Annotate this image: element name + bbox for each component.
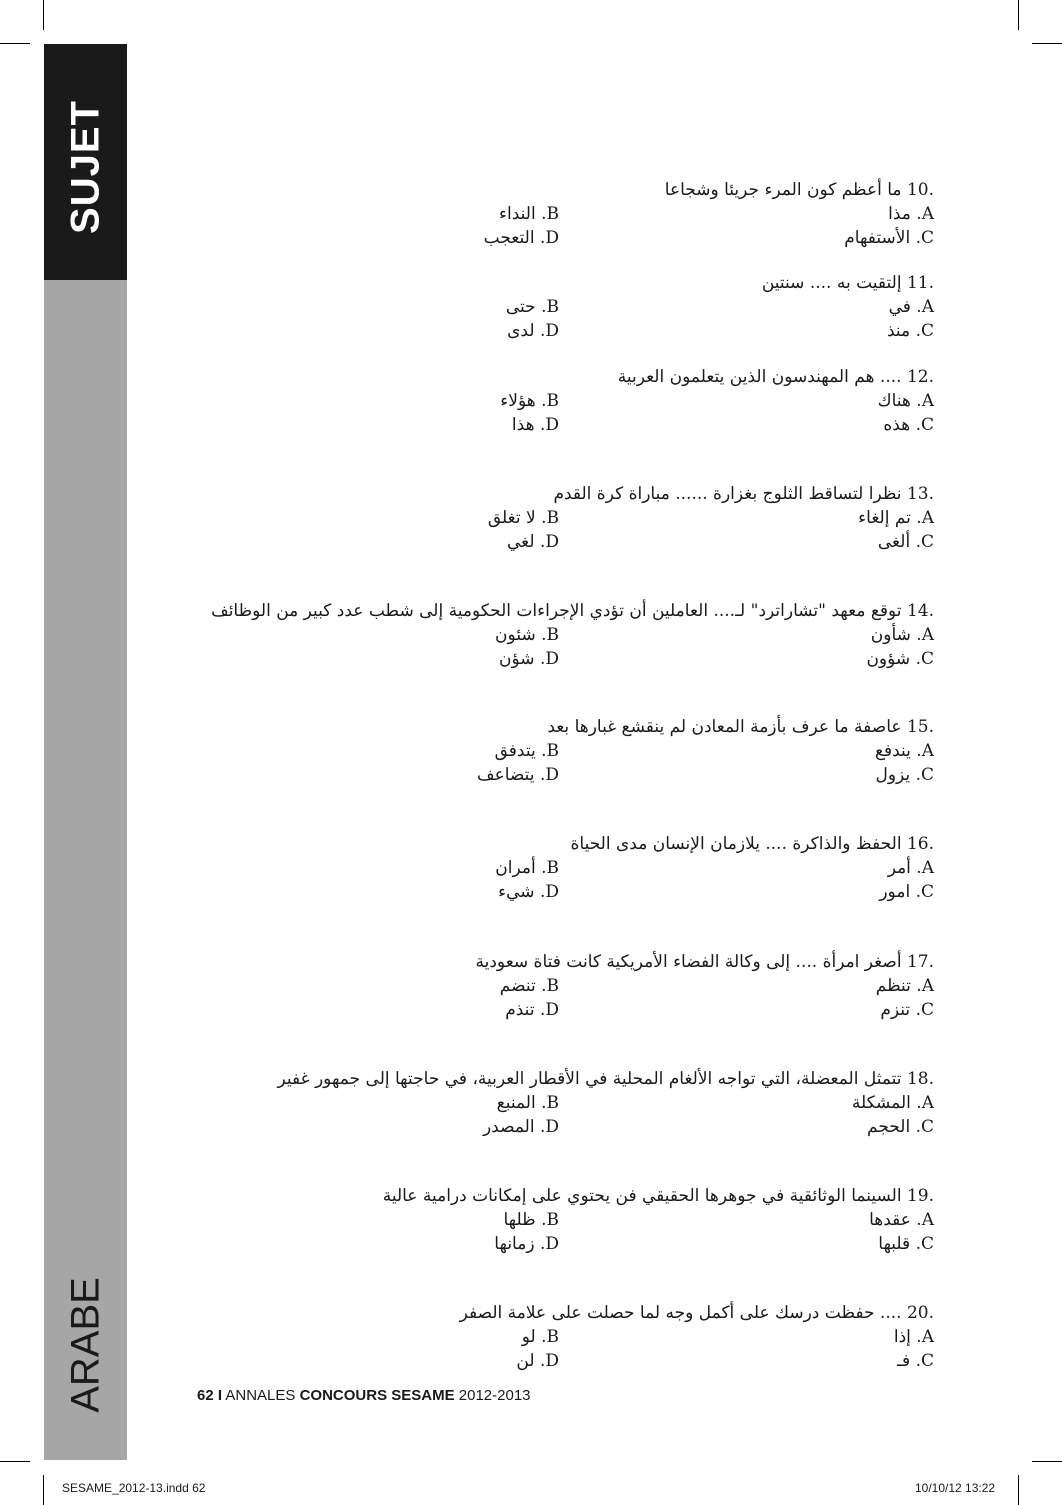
option-c[interactable] <box>880 998 934 1022</box>
question-item <box>174 1184 934 1256</box>
option-row <box>174 1349 934 1373</box>
option-d[interactable] <box>505 998 559 1022</box>
option-row <box>174 1208 934 1232</box>
option-letter: A. <box>910 508 934 528</box>
option-d[interactable] <box>477 763 559 787</box>
option-c[interactable] <box>897 1349 934 1373</box>
question-item <box>174 271 934 343</box>
option-text: شيء <box>498 882 535 902</box>
option-a[interactable] <box>869 1208 934 1232</box>
option-row <box>174 295 934 319</box>
question-item <box>174 178 934 250</box>
option-text: لو <box>521 1327 536 1347</box>
option-text: المصدر <box>482 1117 535 1137</box>
option-b[interactable] <box>495 739 559 763</box>
option-letter: B. <box>535 204 559 224</box>
option-b[interactable] <box>504 1208 560 1232</box>
option-text: هؤلاء <box>500 391 536 411</box>
question-item <box>174 365 934 437</box>
question-number: 12. <box>906 367 934 387</box>
option-c[interactable] <box>879 880 934 904</box>
option-text: عقدها <box>869 1210 911 1230</box>
option-letter: A. <box>910 391 934 411</box>
question-number: 11. <box>906 273 934 293</box>
option-text: أمران <box>495 858 536 878</box>
option-letter: C. <box>910 532 934 552</box>
question-number: 17. <box>906 952 934 972</box>
option-a[interactable] <box>889 295 934 319</box>
crop-mark <box>43 1475 44 1505</box>
question-stem <box>174 599 934 623</box>
question-stem <box>174 365 934 389</box>
option-letter: C. <box>910 765 934 785</box>
option-letter: D. <box>534 532 559 552</box>
option-text: امور <box>879 882 911 902</box>
question-number: 19. <box>906 1186 934 1206</box>
option-d[interactable] <box>507 319 559 343</box>
question-stem <box>174 950 934 974</box>
option-text: المشكلة <box>851 1093 911 1113</box>
option-letter: B. <box>535 1327 559 1347</box>
option-text: لا تغلق <box>487 508 536 528</box>
question-stem <box>174 1067 934 1091</box>
option-text: قلبها <box>878 1234 911 1254</box>
option-letter: B. <box>535 976 559 996</box>
option-letter: C. <box>910 228 934 248</box>
option-a[interactable] <box>894 1325 934 1349</box>
question-number: 14. <box>906 601 934 621</box>
option-text: حتى <box>505 297 536 317</box>
option-letter: C. <box>910 1351 934 1371</box>
option-text: هناك <box>877 391 911 411</box>
option-b[interactable] <box>522 1325 559 1349</box>
option-letter: B. <box>535 1210 559 1230</box>
option-text: تنضم <box>499 976 536 996</box>
crop-mark <box>1032 43 1062 44</box>
option-letter: B. <box>535 858 559 878</box>
option-row <box>174 998 934 1022</box>
question-stem <box>174 715 934 739</box>
option-row <box>174 530 934 554</box>
option-b[interactable] <box>495 856 559 880</box>
option-letter: C. <box>910 882 934 902</box>
option-row <box>174 1115 934 1139</box>
option-a[interactable] <box>871 623 934 647</box>
option-letter: B. <box>535 391 559 411</box>
option-letter: D. <box>534 882 559 902</box>
question-item <box>174 1301 934 1373</box>
option-text: ألغى <box>877 532 911 552</box>
option-letter: A. <box>910 1327 934 1347</box>
option-text: لن <box>516 1351 535 1371</box>
option-row <box>174 856 934 880</box>
option-text: تنذم <box>505 1000 535 1020</box>
crop-mark <box>0 1461 30 1462</box>
option-c[interactable] <box>875 763 934 787</box>
option-c[interactable] <box>887 319 934 343</box>
option-a[interactable] <box>858 506 934 530</box>
option-a[interactable] <box>878 389 934 413</box>
option-letter: A. <box>910 297 934 317</box>
question-number: 16. <box>906 834 934 854</box>
option-text: هذه <box>883 415 911 435</box>
option-c[interactable] <box>866 647 934 671</box>
question-text: السينما الوثائقية في جوهرها الحقيقي فن يحتوي على إمكانات درامية عالية <box>382 1186 902 1206</box>
option-letter: C. <box>910 321 934 341</box>
option-row <box>174 319 934 343</box>
question-number: 20. <box>906 1303 934 1323</box>
option-d[interactable] <box>516 1349 559 1373</box>
option-text: فـ <box>897 1351 911 1371</box>
crop-mark <box>1018 1475 1019 1505</box>
option-text: التعجب <box>483 228 535 248</box>
question-stem <box>174 1301 934 1325</box>
option-letter: B. <box>535 1093 559 1113</box>
option-text: شؤن <box>499 649 535 669</box>
question-text: نظرا لتساقط الثلوج بغزارة ...... مباراة كرة القدم <box>553 484 902 504</box>
option-text: تنظم <box>875 976 911 996</box>
option-a[interactable] <box>888 202 934 226</box>
option-d[interactable] <box>507 530 559 554</box>
question-stem <box>174 271 934 295</box>
option-b[interactable] <box>495 623 559 647</box>
option-letter: A. <box>910 1093 934 1113</box>
option-row <box>174 647 934 671</box>
subject-label-arabe: ARABE <box>63 1277 107 1413</box>
option-row <box>174 974 934 998</box>
question-text: توقع معهد "تشاراترد" لـ.... العاملين أن تؤدي الإجراءات الحكومية إلى شطب عدد كبير من الوظائف <box>211 601 902 621</box>
question-item <box>174 832 934 904</box>
question-number: 13. <box>906 484 934 504</box>
option-d[interactable] <box>494 1232 559 1256</box>
option-text: يندفع <box>874 741 911 761</box>
option-d[interactable] <box>512 413 559 437</box>
option-letter: D. <box>534 321 559 341</box>
option-letter: A. <box>910 204 934 224</box>
crop-mark <box>43 0 44 30</box>
option-letter: D. <box>534 649 559 669</box>
option-b[interactable] <box>488 506 559 530</box>
option-text: ظلها <box>503 1210 536 1230</box>
option-letter: C. <box>910 1117 934 1137</box>
option-text: شؤون <box>866 649 911 669</box>
footer-prefix: ANNALES <box>225 1387 296 1404</box>
option-letter: D. <box>534 765 559 785</box>
option-d[interactable] <box>484 226 559 250</box>
option-text: في <box>888 297 911 317</box>
option-letter: C. <box>910 415 934 435</box>
question-number: 18. <box>906 1069 934 1089</box>
option-b[interactable] <box>500 974 559 998</box>
option-text: إذا <box>893 1327 911 1347</box>
option-d[interactable] <box>483 1115 559 1139</box>
crop-mark <box>0 43 30 44</box>
question-text: .... حفظت درسك على أكمل وجه لما حصلت على علامة الصفر <box>459 1303 902 1323</box>
question-item <box>174 715 934 787</box>
option-text: يتدفق <box>494 741 536 761</box>
option-row <box>174 202 934 226</box>
option-text: زمانها <box>494 1234 535 1254</box>
option-text: النداء <box>499 204 536 224</box>
option-text: تنزم <box>880 1000 911 1020</box>
question-stem <box>174 178 934 202</box>
footer-year: 2012-2013 <box>458 1387 531 1404</box>
option-text: لغي <box>506 532 535 552</box>
option-a[interactable] <box>888 856 934 880</box>
option-d[interactable] <box>499 647 559 671</box>
option-b[interactable] <box>499 202 559 226</box>
option-letter: D. <box>534 1000 559 1020</box>
question-item <box>174 599 934 671</box>
option-text: يزول <box>875 765 911 785</box>
question-item <box>174 950 934 1022</box>
option-letter: B. <box>535 625 559 645</box>
option-row <box>174 1325 934 1349</box>
option-letter: A. <box>910 625 934 645</box>
option-text: شأون <box>870 625 911 645</box>
option-row <box>174 1232 934 1256</box>
option-letter: B. <box>535 508 559 528</box>
question-stem <box>174 832 934 856</box>
option-row <box>174 226 934 250</box>
option-text: مذا <box>888 204 911 224</box>
question-text: عاصفة ما عرف بأزمة المعادن لم ينقشع غبارها بعد <box>547 717 902 737</box>
footer-title: CONCOURS SESAME <box>299 1387 455 1404</box>
option-letter: A. <box>910 741 934 761</box>
option-letter: D. <box>534 1234 559 1254</box>
option-row <box>174 506 934 530</box>
page-number: 62 <box>197 1387 214 1404</box>
option-letter: D. <box>534 415 559 435</box>
page-footer <box>197 1387 531 1404</box>
option-letter: B. <box>535 741 559 761</box>
option-letter: C. <box>910 1234 934 1254</box>
crop-mark <box>1018 0 1019 30</box>
section-label-sujet: SUJET <box>63 99 107 234</box>
option-row <box>174 880 934 904</box>
option-c[interactable] <box>878 1232 934 1256</box>
question-text: الحفظ والذاكرة .... يلازمان الإنسان مدى الحياة <box>570 834 902 854</box>
option-a[interactable] <box>876 974 934 998</box>
print-slug-file: SESAME_2012-13.indd 62 <box>62 1481 206 1495</box>
option-letter: D. <box>534 1351 559 1371</box>
option-text: لدى <box>507 321 535 341</box>
option-letter: D. <box>534 1117 559 1137</box>
option-row <box>174 413 934 437</box>
option-text: أمر <box>887 858 911 878</box>
question-text: إلتقيت به .... سنتين <box>761 273 902 293</box>
option-letter: A. <box>910 1210 934 1230</box>
option-letter: B. <box>535 297 559 317</box>
option-text: تم إلغاء <box>858 508 911 528</box>
option-row <box>174 1091 934 1115</box>
option-c[interactable] <box>844 226 934 250</box>
question-text: .... هم المهندسون الذين يتعلمون العربية <box>617 367 902 387</box>
question-stem <box>174 1184 934 1208</box>
option-c[interactable] <box>878 530 934 554</box>
question-number: 10. <box>906 180 934 200</box>
option-letter: A. <box>910 976 934 996</box>
option-c[interactable] <box>867 1115 934 1139</box>
option-text: الأستفهام <box>844 228 911 248</box>
option-text: هذا <box>511 415 535 435</box>
question-stem <box>174 482 934 506</box>
footer-separator: I <box>217 1387 223 1404</box>
option-text: يتضاعف <box>477 765 535 785</box>
option-letter: D. <box>534 228 559 248</box>
option-d[interactable] <box>498 880 559 904</box>
option-text: الحجم <box>867 1117 911 1137</box>
option-b[interactable] <box>497 1091 559 1115</box>
option-c[interactable] <box>883 413 934 437</box>
option-a[interactable] <box>875 739 934 763</box>
option-row <box>174 763 934 787</box>
option-row <box>174 739 934 763</box>
question-text: أصغر امرأة .... إلى وكالة الفضاء الأمريكية كانت فتاة سعودية <box>475 952 902 972</box>
question-text: ما أعظم كون المرء جريئا وشجاعا <box>664 180 902 200</box>
option-letter: C. <box>910 1000 934 1020</box>
crop-mark <box>1032 1461 1062 1462</box>
option-text: المنبع <box>496 1093 536 1113</box>
option-row <box>174 389 934 413</box>
option-letter: C. <box>910 649 934 669</box>
option-letter: A. <box>910 858 934 878</box>
option-row <box>174 623 934 647</box>
question-text: تتمثل المعضلة، التي تواجه الألغام المحلية في الأقطار العربية، في حاجتها إلى جمهور غفير <box>277 1069 902 1089</box>
option-a[interactable] <box>852 1091 934 1115</box>
question-item <box>174 1067 934 1139</box>
print-slug-date: 10/10/12 13:22 <box>915 1481 996 1495</box>
question-item <box>174 482 934 554</box>
option-text: منذ <box>887 321 911 341</box>
option-text: شئون <box>495 625 536 645</box>
question-number: 15. <box>906 717 934 737</box>
option-b[interactable] <box>500 389 559 413</box>
option-b[interactable] <box>506 295 559 319</box>
